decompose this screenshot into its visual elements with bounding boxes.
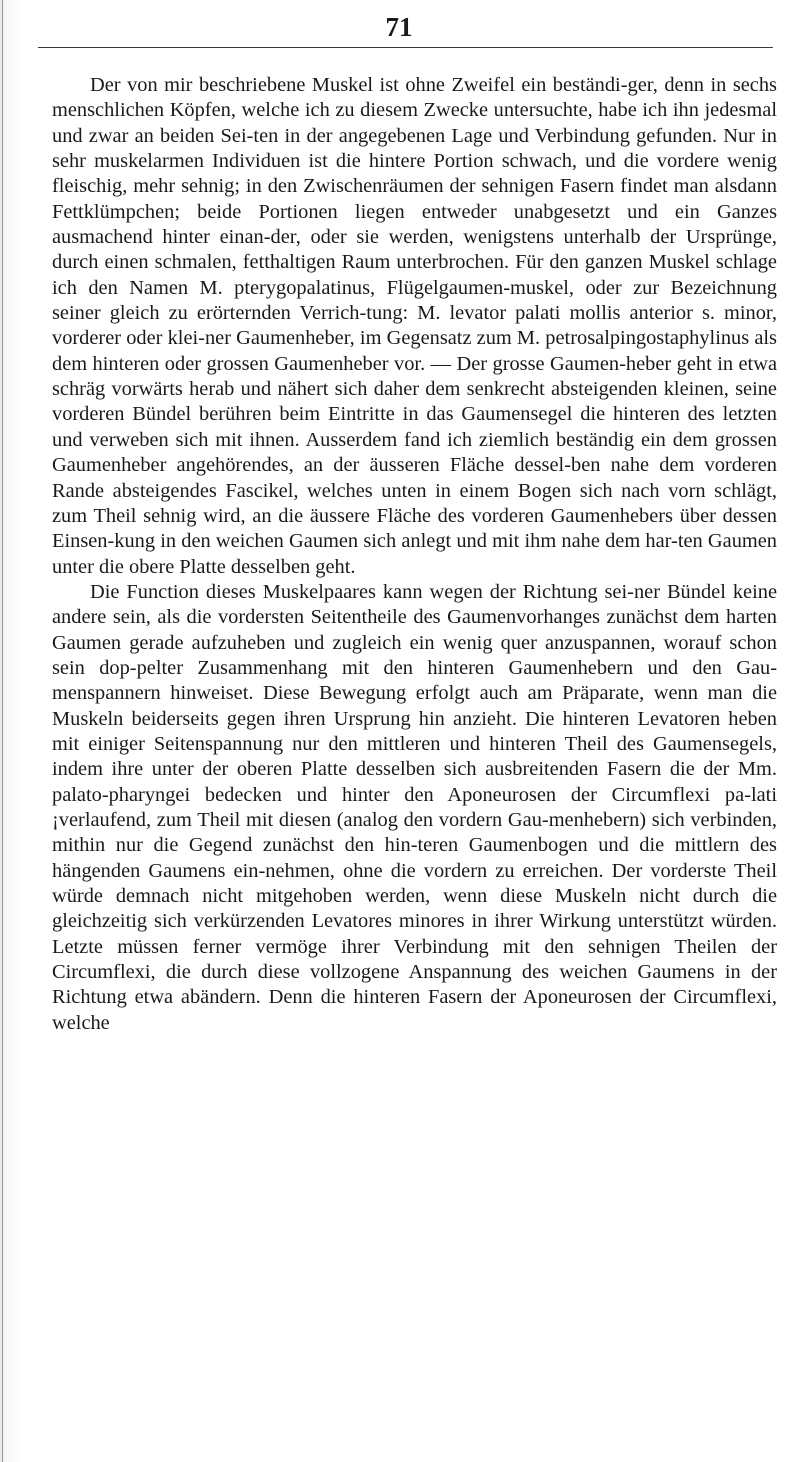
header-rule	[38, 47, 773, 48]
paragraph-muscle-function: Die Function dieses Muskelpaares kann wegen der Richtung sei-ner Bündel keine andere sein, als die vordersten Seitentheile des Gaumenvorhanges zunächst dem harten Gaumen gerade aufzuheben und zugleich ein wenig quer anzuspannen, worauf schon sein dop-pelter Zusammenhang mit den hinteren Gaumenhebern und den Gau-menspannern hinweiset. Diese Bewegung erfolgt auch am Präparate, wenn man die Muskeln beiderseits gegen ihren Ursprung hin anzieht. Die hinteren Levatoren heben mit einiger Seitenspannung nur den mittleren und hinteren Theil des Gaumensegels, indem ihre unter der oberen Platte desselben sich ausbreitenden Fasern die der Mm. palato-pharyngei bedecken und hinter den Aponeurosen der Circumflexi pa-lati ¡verlaufend, zum Theil mit diesen (analog den vordern Gau-menhebern) sich verbinden, mithin nur die Gegend zunächst den hin-teren Gaumenbogen und die mittlern des hängenden Gaumens ein-nehmen, ohne die vordern zu erreichen. Der vorderste Theil würde demnach nicht mitgehoben werden, wenn diese Muskeln nicht durch die gleichzeitig sich verkürzenden Levatores minores in ihrer Wirkung unterstützt würden. Letzte müssen ferner vermöge ihrer Verbindung mit den sehnigen Theilen der Circumflexi, die durch diese vollzogene Anspannung des weichen Gaumens in der Richtung etwa abändern. Denn die hinteren Fasern der Aponeurosen der Circumflexi, welche	[52, 580, 777, 1034]
page-edge	[2, 0, 3, 1462]
paragraph-muscle-description: Der von mir beschriebene Muskel ist ohne Zweifel ein beständi-ger, denn in sechs menschlichen Köpfen, welche ich zu diesem Zwecke untersuchte, habe ich ihn jedesmal und zwar an beiden Sei-ten in der angegebenen Lage und Verbindung gefunden. Nur in sehr muskelarmen Individuen ist die hintere Portion schwach, und die vordere wenig fleischig, mehr sehnig; in den Zwischenräumen der sehnigen Fasern findet man alsdann Fettklümpchen; beide Portionen liegen entweder unabgesetzt und ein Ganzes ausmachend hinter einan-der, oder sie werden, wenigstens unterhalb der Ursprünge, durch einen schmalen, fetthaltigen Raum unterbrochen. Für den ganzen Muskel schlage ich den Namen M. pterygopalatinus, Flügelgaumen-muskel, oder zur Bezeichnung seiner gleich zu erörternden Verrich-tung: M. levator palati mollis anterior s. minor, vorderer oder klei-ner Gaumenheber, im Gegensatz zum M. petrosalpingostaphylinus als dem hinteren oder grossen Gaumenheber vor. — Der grosse Gaumen-heber geht in etwa schräg vorwärts herab und nähert sich daher dem senkrecht absteigenden kleinen, seine vorderen Bündel berühren beim Eintritte in das Gaumensegel die hinteren des letzten und verweben sich mit ihnen. Ausserdem fand ich ziemlich beständig ein dem grossen Gaumenheber angehörendes, an der äusseren Fläche dessel-ben nahe dem vorderen Rande absteigendes Fascikel, welches unten in einem Bogen sich nach vorn schlägt, zum Theil sehnig wird, an die äussere Fläche des vorderen Gaumenhebers über dessen Einsen-kung in den weichen Gaumen sich anlegt und mit ihm nahe dem har-ten Gaumen unter die obere Platte desselben geht.	[52, 74, 777, 578]
page-number: 71	[385, 12, 413, 42]
body-text	[52, 73, 777, 1036]
